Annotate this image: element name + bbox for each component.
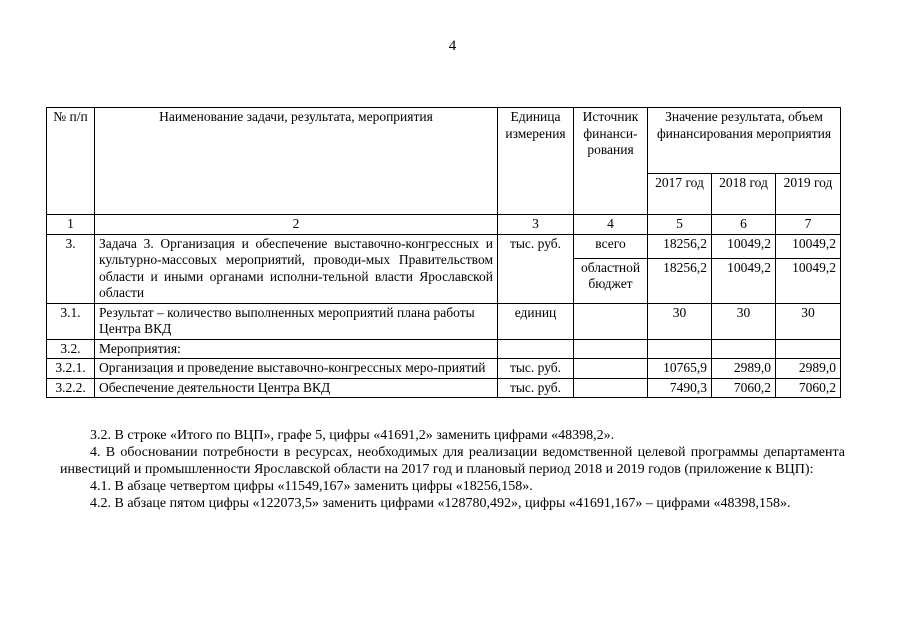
row-source: областной бюджет <box>574 258 648 303</box>
header-year-2017: 2017 год <box>648 174 712 215</box>
value-2019: 2989,0 <box>776 359 841 379</box>
header-unit: Единица измерения <box>498 108 574 215</box>
table-row <box>47 339 841 359</box>
index-cell: 2 <box>95 215 498 235</box>
index-cell: 1 <box>47 215 95 235</box>
paragraph: 4.1. В абзаце четвертом цифры «11549,167» заменить цифры «18256,158». <box>90 479 533 494</box>
table-row <box>47 303 841 339</box>
paragraph: 3.2. В строке «Итого по ВЦП», графе 5, цифры «41691,2» заменить цифрами «48398,2». <box>90 428 615 443</box>
row-name: Задача 3. Организация и обеспечение выставочно-конгрессных и культурно-массовых мероприятий, проводи-мых Правительством области и иными органами исполни-тельной власти Ярославской области <box>95 234 498 303</box>
row-name: Организация и проведение выставочно-конгрессных меро-приятий <box>95 359 498 379</box>
index-cell: 3 <box>498 215 574 235</box>
value-2017: 7490,3 <box>648 378 712 398</box>
value-2019: 30 <box>776 303 841 339</box>
row-unit: тыс. руб. <box>498 234 574 303</box>
row-num: 3.2.1. <box>47 359 95 379</box>
table-row <box>47 234 841 258</box>
row-name: Обеспечение деятельности Центра ВКД <box>95 378 498 398</box>
paragraph: 4.2. В абзаце пятом цифры «122073,5» заменить цифрами «128780,492», цифры «41691,167» – цифрами «48398,158». <box>90 496 791 511</box>
amendment-text <box>60 427 845 512</box>
value-2018: 10049,2 <box>712 234 776 258</box>
page-number: 4 <box>448 38 457 54</box>
row-source <box>574 378 648 398</box>
value-2018: 10049,2 <box>712 258 776 303</box>
row-num: 3.1. <box>47 303 95 339</box>
row-source: всего <box>574 234 648 258</box>
row-name: Мероприятия: <box>95 339 498 359</box>
value-2019: 10049,2 <box>776 258 841 303</box>
index-cell: 5 <box>648 215 712 235</box>
row-unit: тыс. руб. <box>498 359 574 379</box>
index-cell: 7 <box>776 215 841 235</box>
row-unit: тыс. руб. <box>498 378 574 398</box>
header-value-group: Значение результата, объем финансирования мероприятия <box>648 108 841 174</box>
header-year-2018: 2018 год <box>712 174 776 215</box>
row-name: Результат – количество выполненных мероприятий плана работы Центра ВКД <box>95 303 498 339</box>
row-num: 3.2.2. <box>47 378 95 398</box>
value-2019: 7060,2 <box>776 378 841 398</box>
index-cell: 4 <box>574 215 648 235</box>
value-2018: 30 <box>712 303 776 339</box>
empty-cell <box>648 339 712 359</box>
table-header-row <box>47 108 841 174</box>
empty-cell <box>574 339 648 359</box>
value-2017: 18256,2 <box>648 234 712 258</box>
value-2017: 10765,9 <box>648 359 712 379</box>
row-unit: единиц <box>498 303 574 339</box>
header-name: Наименование задачи, результата, мероприятия <box>95 108 498 215</box>
row-source <box>574 359 648 379</box>
value-2018: 2989,0 <box>712 359 776 379</box>
table-row <box>47 359 841 379</box>
financing-table <box>46 107 841 398</box>
header-year-2019: 2019 год <box>776 174 841 215</box>
header-source: Источник финанси-рования <box>574 108 648 215</box>
value-2017: 30 <box>648 303 712 339</box>
value-2019: 10049,2 <box>776 234 841 258</box>
value-2018: 7060,2 <box>712 378 776 398</box>
header-num: № п/п <box>47 108 95 215</box>
row-num: 3. <box>47 234 95 303</box>
paragraph: 4. В обосновании потребности в ресурсах, необходимых для реализации ведомственной целевой программы департамента инвестиций и промышленности Ярославской области на 2017 год и плановый период 2018 и 2019 годов (приложение к ВЦП): <box>60 445 845 477</box>
row-source <box>574 303 648 339</box>
column-index-row <box>47 215 841 235</box>
row-num: 3.2. <box>47 339 95 359</box>
table-row <box>47 378 841 398</box>
value-2017: 18256,2 <box>648 258 712 303</box>
index-cell: 6 <box>712 215 776 235</box>
empty-cell <box>776 339 841 359</box>
empty-cell <box>498 339 574 359</box>
empty-cell <box>712 339 776 359</box>
